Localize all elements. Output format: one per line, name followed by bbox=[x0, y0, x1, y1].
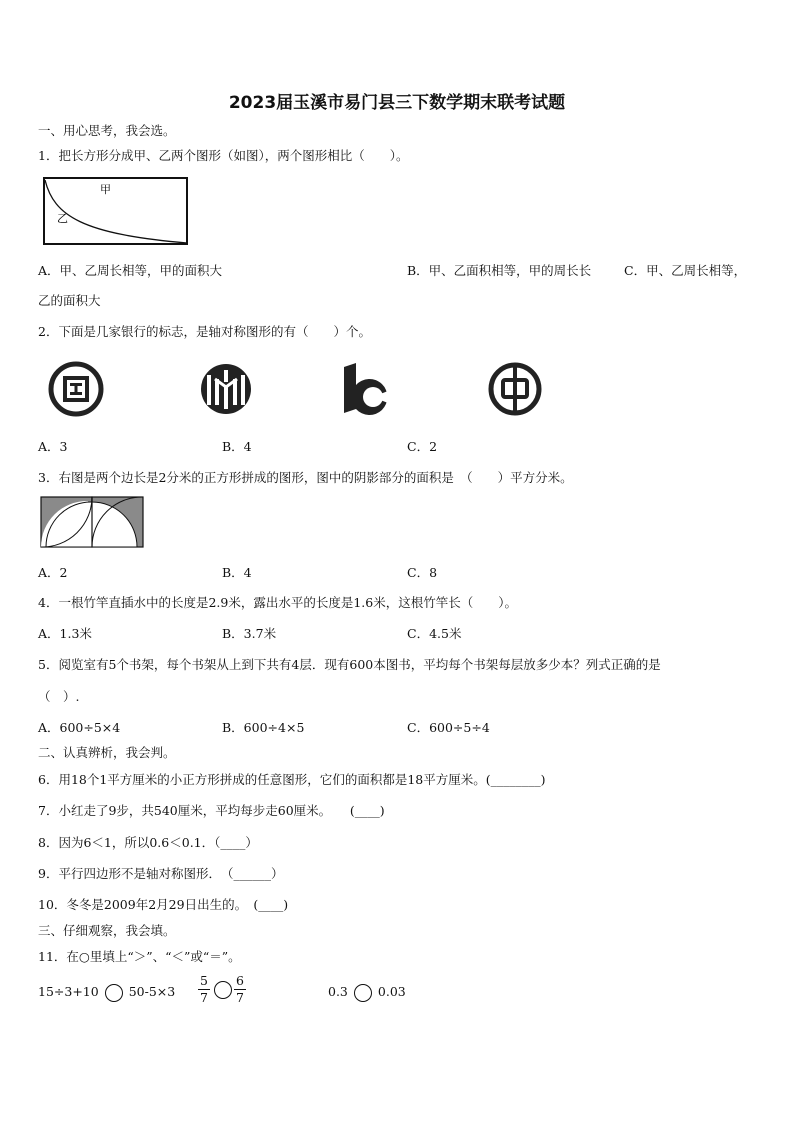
q1-option-c: C．甲、乙周长相等， bbox=[624, 263, 747, 278]
section-3-heading: 三、仔细观察，我会填。 bbox=[38, 923, 176, 938]
q11-e1-right: 50-5×3 bbox=[128, 984, 176, 999]
q4-option-a: A．1.3米 bbox=[38, 626, 92, 641]
q8-statement: 8．因为6＜1，所以0.6＜0.1．（____） bbox=[38, 835, 258, 850]
q5-option-b: B．600÷4×5 bbox=[222, 720, 305, 735]
bank-logo-1-icon bbox=[48, 361, 104, 417]
q4-stem: 4．一根竹竿直插水中的长度是2.9米，露出水平的长度是1.6米，这根竹竿长（ ）。 bbox=[38, 595, 517, 610]
q1-option-b: B．甲、乙面积相等，甲的周长长 bbox=[407, 263, 592, 278]
section-1-heading: 一、用心思考，我会选。 bbox=[38, 123, 176, 138]
q1-stem: 1．把长方形分成甲、乙两个图形（如图），两个图形相比（ ）。 bbox=[38, 148, 409, 163]
compare-circle-2[interactable] bbox=[214, 981, 232, 999]
q11-e3-left: 0.3 bbox=[328, 984, 348, 999]
q3-option-b: B．4 bbox=[222, 565, 252, 580]
q1-rectangle-figure bbox=[42, 176, 190, 248]
q5-option-c: C．600÷5÷4 bbox=[407, 720, 490, 735]
q5-option-a: A．600÷5×4 bbox=[38, 720, 121, 735]
q9-statement: 9．平行四边形不是轴对称图形． （______） bbox=[38, 866, 284, 881]
q2-option-a: A．3 bbox=[38, 439, 68, 454]
page-title: 2023届玉溪市易门县三下数学期末联考试题 bbox=[228, 93, 566, 113]
q5-stem-continued: （ ）. bbox=[38, 689, 80, 704]
q11-stem: 11．在○里填上“＞”、“＜”或“＝”。 bbox=[38, 949, 241, 964]
q10-statement: 10．冬冬是2009年2月29日出生的。 (____) bbox=[38, 897, 289, 912]
q11-expression-3 bbox=[328, 982, 406, 1002]
q3-option-c: C．8 bbox=[407, 565, 438, 580]
q3-option-a: A．2 bbox=[38, 565, 68, 580]
q1-option-c-continued: 乙的面积大 bbox=[38, 293, 101, 308]
q4-option-c: C．4.5米 bbox=[407, 626, 462, 641]
q11-e3-right: 0.03 bbox=[377, 984, 406, 999]
q11-expression-1 bbox=[38, 982, 175, 1002]
q2-option-c: C．2 bbox=[407, 439, 438, 454]
bank-logo-2-icon bbox=[198, 361, 254, 417]
q3-stem: 3．右图是两个边长是2分米的正方形拼成的图形，图中的阴影部分的面积是 （ ）平方分米。 bbox=[38, 470, 573, 485]
q3-shaded-squares-figure bbox=[40, 496, 144, 550]
section-2-heading: 二、认真辨析，我会判。 bbox=[38, 745, 176, 760]
q11-expression-2 bbox=[198, 973, 246, 1006]
q7-statement: 7．小红走了9步，共540厘米，平均每步走60厘米。 (____) bbox=[38, 803, 385, 818]
q1-label-yi: 乙 bbox=[57, 212, 68, 225]
q5-stem: 5．阅览室有5个书架，每个书架从上到下共有4层．现有600本图书，平均每个书架每层放多少本？列式正确的是 bbox=[38, 657, 661, 672]
bank-logo-3-icon bbox=[340, 361, 398, 417]
q2-stem: 2．下面是几家银行的标志，是轴对称图形的有（ ）个。 bbox=[38, 324, 371, 339]
q11-e1-left: 15÷3+10 bbox=[38, 984, 99, 999]
q2-option-b: B．4 bbox=[222, 439, 252, 454]
q4-option-b: B．3.7米 bbox=[222, 626, 277, 641]
q1-option-a: A．甲、乙周长相等，甲的面积大 bbox=[38, 263, 223, 278]
compare-circle-3[interactable] bbox=[354, 984, 372, 1002]
q6-statement: 6．用18个1平方厘米的小正方形拼成的任意图形，它们的面积都是18平方厘米。(________) bbox=[38, 772, 546, 787]
q11-e2-left-fraction: $\frac{5}{7}$ bbox=[200, 973, 208, 1005]
q11-e2-right-fraction: $\frac{6}{7}$ bbox=[235, 973, 244, 1005]
q1-label-jia: 甲 bbox=[100, 183, 111, 196]
compare-circle-1[interactable] bbox=[105, 984, 123, 1002]
bank-logo-4-icon bbox=[487, 361, 543, 417]
